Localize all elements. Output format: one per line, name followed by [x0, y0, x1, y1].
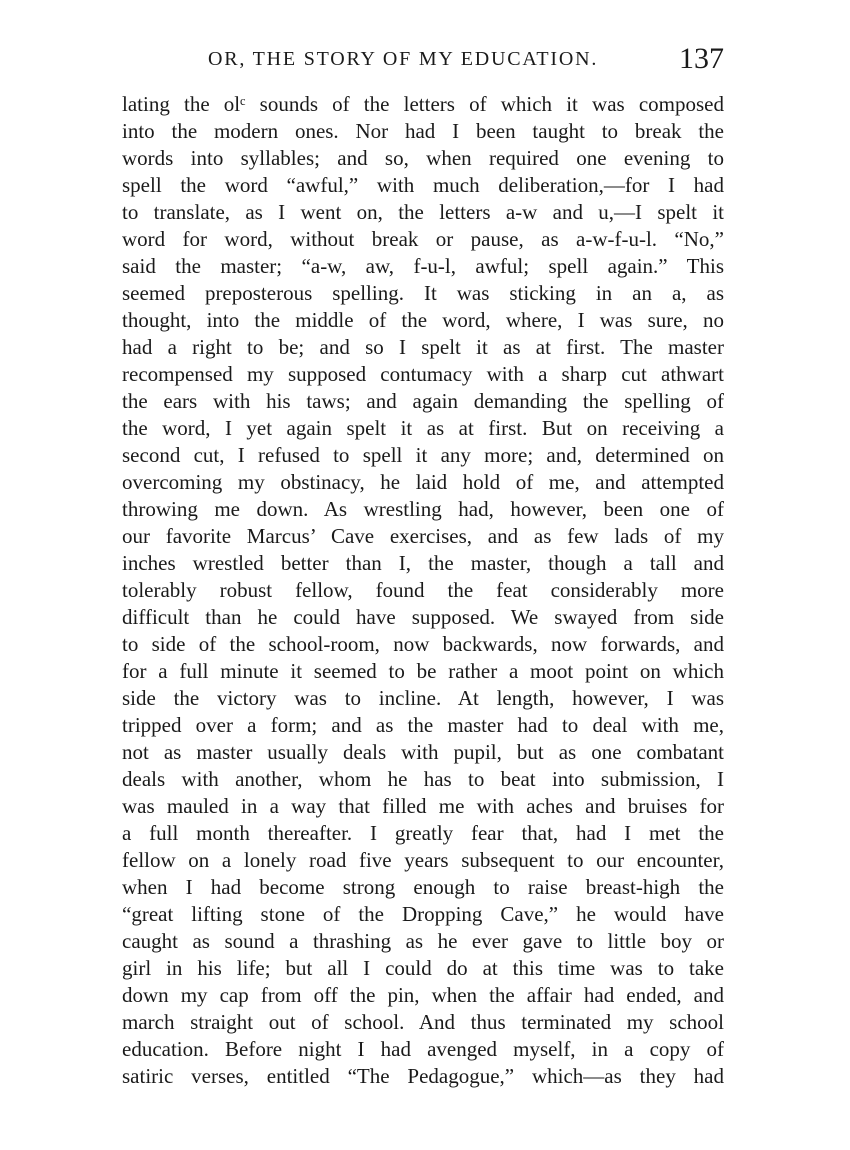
text-line: to side of the school-room, now backwards, now forwards, and	[122, 632, 724, 656]
body-text	[122, 91, 724, 1090]
text-line: words into syllables; and so, when required one evening to	[122, 146, 724, 170]
text-line: side the victory was to incline. At length, however, I was	[122, 686, 724, 710]
text-line: for a full minute it seemed to be rather a moot point on which	[122, 659, 724, 683]
running-title: OR, THE STORY OF MY EDUCATION.	[208, 48, 599, 70]
text-line: was mauled in a way that filled me with aches and bruises for	[122, 794, 724, 818]
page-number: 137	[679, 42, 724, 75]
text-line: tolerably robust fellow, found the feat considerably more	[122, 578, 724, 602]
text-line: inches wrestled better than I, the master, though a tall and	[122, 551, 724, 575]
text-line: into the modern ones. Nor had I been taught to break the	[122, 119, 724, 143]
text-line: to translate, as I went on, the letters a-w and u,—I spelt it	[122, 200, 724, 224]
text-line: overcoming my obstinacy, he laid hold of me, and attempted	[122, 470, 724, 494]
text-line: satiric verses, entitled “The Pedagogue,” which—as they had	[122, 1064, 724, 1088]
text-line: girl in his life; but all I could do at this time was to take	[122, 956, 724, 980]
text-line: “great lifting stone of the Dropping Cave,” he would have	[122, 902, 724, 926]
text-line: march straight out of school. And thus terminated my school	[122, 1010, 724, 1034]
text-line: had a right to be; and so I spelt it as at first. The master	[122, 335, 724, 359]
text-line: the word, I yet again spelt it as at first. But on receiving a	[122, 416, 724, 440]
text-line: down my cap from off the pin, when the affair had ended, and	[122, 983, 724, 1007]
text-line: lating the olᶜ sounds of the letters of which it was composed	[122, 92, 724, 116]
text-line: difficult than he could have supposed. We swayed from side	[122, 605, 724, 629]
text-line: education. Before night I had avenged myself, in a copy of	[122, 1037, 724, 1061]
text-line: seemed preposterous spelling. It was sticking in an a, as	[122, 281, 724, 305]
text-line: caught as sound a thrashing as he ever gave to little boy or	[122, 929, 724, 953]
text-line: tripped over a form; and as the master had to deal with me,	[122, 713, 724, 737]
text-line: when I had become strong enough to raise breast-high the	[122, 875, 724, 899]
text-line: fellow on a lonely road five years subsequent to our encounter,	[122, 848, 724, 872]
text-line: throwing me down. As wrestling had, however, been one of	[122, 497, 724, 521]
text-line: second cut, I refused to spell it any more; and, determined on	[122, 443, 724, 467]
text-line: a full month thereafter. I greatly fear that, had I met the	[122, 821, 724, 845]
text-line: thought, into the middle of the word, where, I was sure, no	[122, 308, 724, 332]
text-line: our favorite Marcus’ Cave exercises, and as few lads of my	[122, 524, 724, 548]
text-line: the ears with his taws; and again demanding the spelling of	[122, 389, 724, 413]
text-line: recompensed my supposed contumacy with a sharp cut athwart	[122, 362, 724, 386]
text-line: spell the word “awful,” with much deliberation,—for I had	[122, 173, 724, 197]
text-line: word for word, without break or pause, as a-w-f-u-l. “No,”	[122, 227, 724, 251]
text-line: not as master usually deals with pupil, but as one combatant	[122, 740, 724, 764]
text-line: deals with another, whom he has to beat into submission, I	[122, 767, 724, 791]
text-line: said the master; “a-w, aw, f-u-l, awful; spell again.” This	[122, 254, 724, 278]
running-head	[120, 42, 724, 78]
